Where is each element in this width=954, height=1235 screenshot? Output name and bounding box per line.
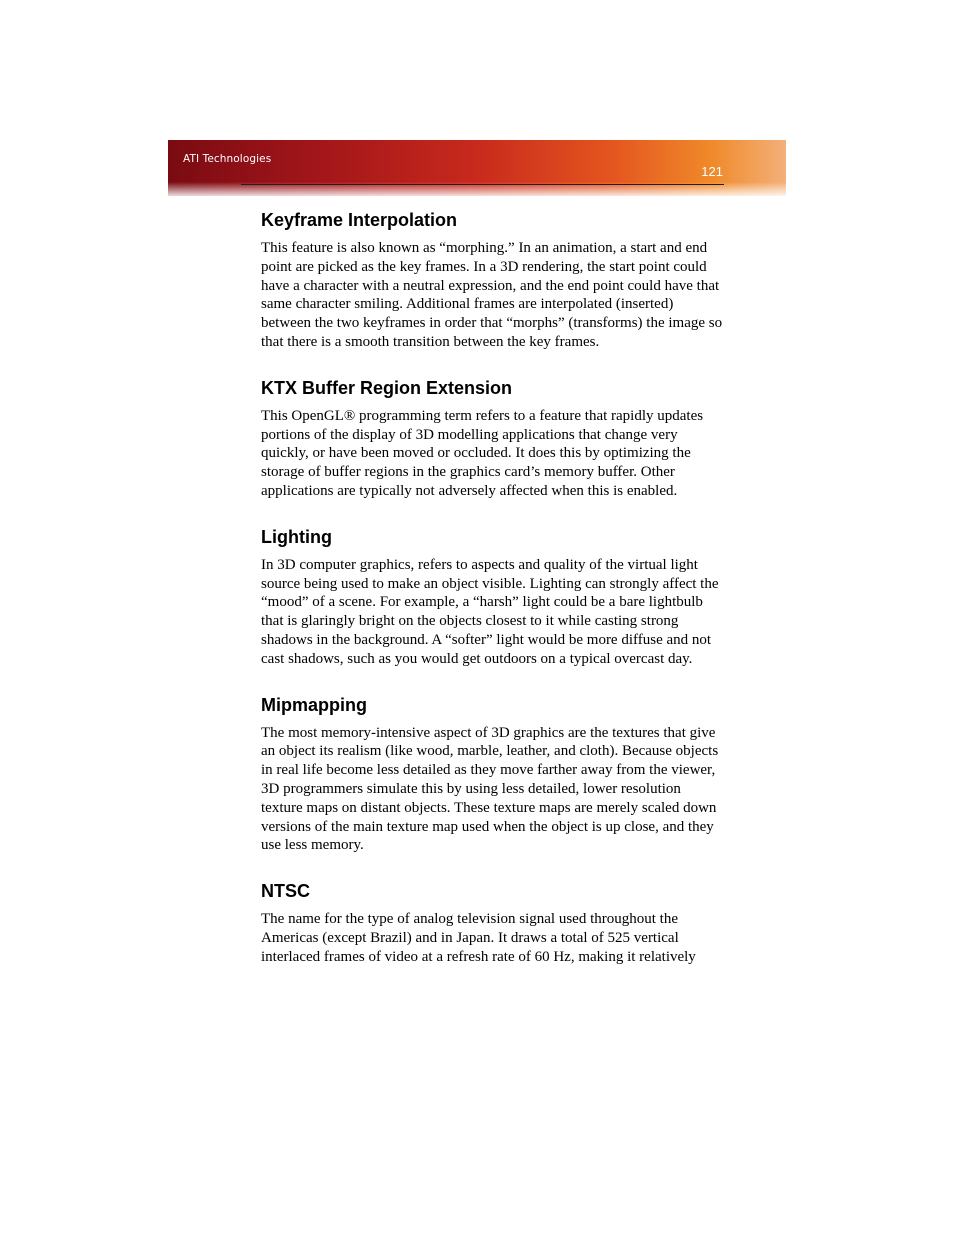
page-number: 121	[701, 164, 723, 179]
section-body: The most memory-intensive aspect of 3D graphics are the textures that give an object its realism (like wood, marble, leather, and cloth). Because objects in real life become less detailed as they move farther away from the viewer, 3D programmers simulate this by using less detailed, lower resolution texture maps on distant objects. These texture maps are merely scaled down versions of the main texture map used when the object is up close, and they use less memory.	[261, 724, 719, 854]
section-heading: Mipmapping	[261, 694, 367, 715]
page-content	[261, 207, 724, 967]
section-body: In 3D computer graphics, refers to aspects and quality of the virtual light source being used to make an object visible. Lighting can strongly affect the “mood” of a scene. For example, a “harsh” light could be a bare lightbulb that is glaringly bright on the objects closest to it while casting strong shadows in the background. A “softer” light would be more diffuse and not cast shadows, such as you would get outdoors on a typical overcast day.	[261, 556, 719, 667]
section-body: This feature is also known as “morphing.” In an animation, a start and end point are picked as the key frames. In a 3D rendering, the start point could have a character with a neutral expression, and the end point could have that same character smiling. Additional frames are interpolated (inserted) between the two keyframes in order that “morphs” (transforms) the image so that there is a smooth transition between the key frames.	[261, 240, 723, 350]
section-mipmapping	[261, 692, 724, 856]
section-heading: Keyframe Interpolation	[261, 210, 458, 230]
header-divider	[241, 184, 724, 185]
section-ntsc	[261, 878, 724, 966]
section-heading: KTX Buffer Region Extension	[261, 377, 513, 398]
section-keyframe-interpolation	[261, 207, 724, 352]
section-heading: Lighting	[261, 526, 332, 547]
section-lighting	[261, 524, 724, 669]
section-body: This OpenGL® programming term refers to a feature that rapidly updates portions of the display of 3D modelling applications that change very quickly, or have been moved or occluded. It does this by optimizing the storage of buffer regions in the graphics card’s memory buffer. Other applications are typically not adversely affected when this is enabled.	[261, 407, 704, 499]
section-body: The name for the type of analog television signal used throughout the Americas (except Brazil) and in Japan. It draws a total of 525 vertical interlaced frames of video at a refresh rate of 60 Hz, making it relatively	[261, 911, 696, 965]
section-ktx-buffer-region-extension	[261, 375, 724, 501]
brand-logo-text: ATI Technologies	[183, 153, 272, 165]
section-heading: NTSC	[261, 881, 310, 902]
